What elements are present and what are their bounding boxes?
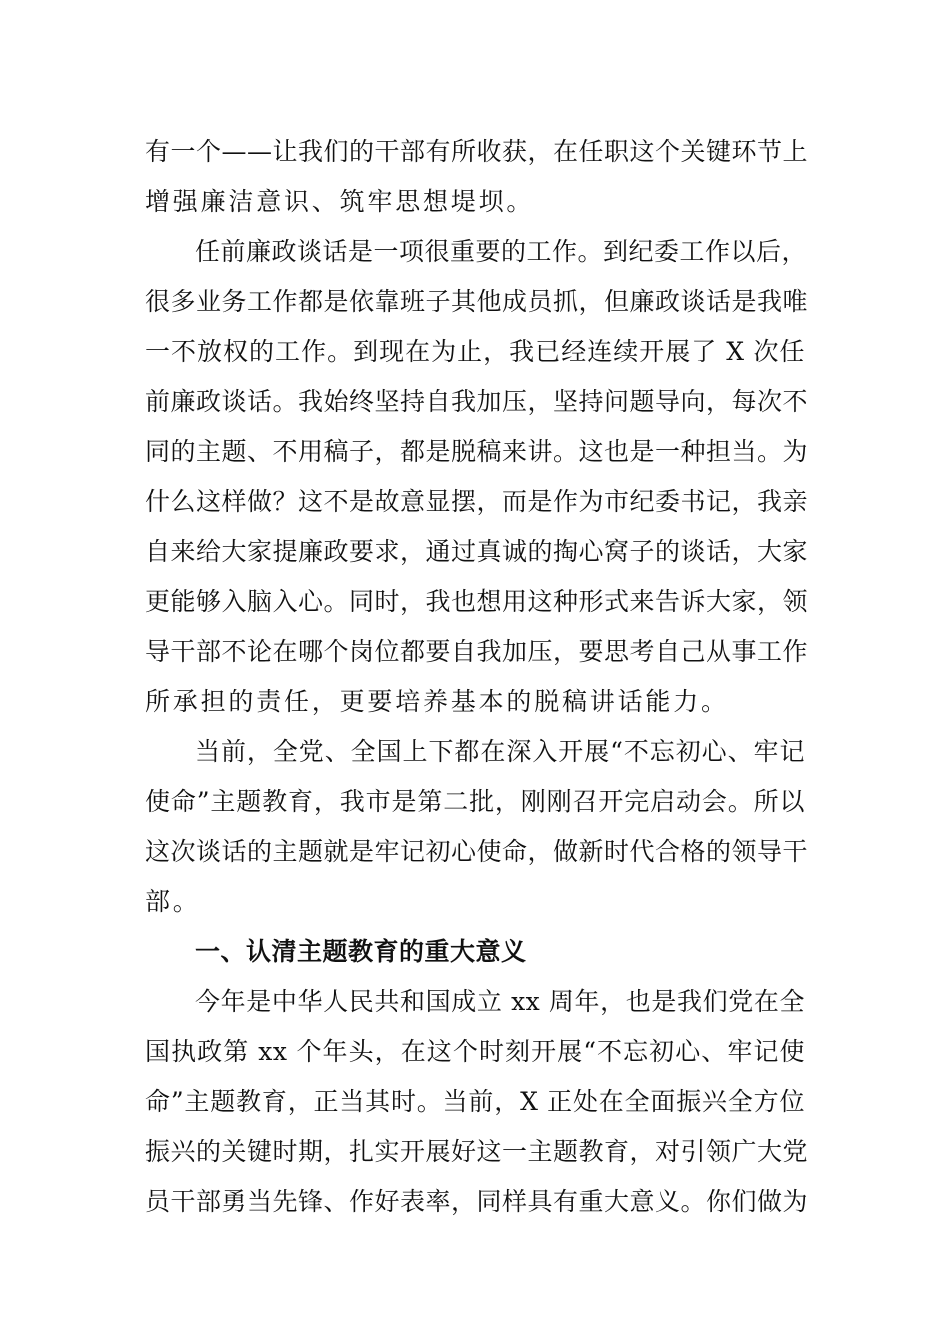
paragraph-line: 更能够入脑入心。同时，我也想用这种形式来告诉大家，领 (145, 587, 809, 616)
paragraph-line: 导干部不论在哪个岗位都要自我加压，要思考自己从事工作 (145, 637, 809, 666)
paragraph-line: 今年是中华人民共和国成立 xx 周年，也是我们党在全 (195, 987, 805, 1016)
paragraph-line: 前廉政谈话。我始终坚持自我加压，坚持问题导向，每次不 (145, 387, 809, 416)
paragraph-line: 所承担的责任，更要培养基本的脱稿讲话能力。 (145, 687, 729, 716)
paragraph-line: 任前廉政谈话是一项很重要的工作。到纪委工作以后， (195, 237, 808, 266)
paragraph-line: 有一个——让我们的干部有所收获，在任职这个关键环节上 (145, 137, 809, 166)
paragraph-line: 这次谈话的主题就是牢记初心使命，做新时代合格的领导干 (145, 837, 809, 866)
section-heading: 一、认清主题教育的重大意义 (195, 937, 527, 966)
paragraph-line: 国执政第 xx 个年头，在这个时刻开展“不忘初心、牢记使 (145, 1037, 805, 1066)
paragraph-line: 自来给大家提廉政要求，通过真诚的掏心窝子的谈话，大家 (145, 537, 809, 566)
paragraph-line: 增强廉洁意识、筑牢思想堤坝。 (145, 187, 535, 216)
paragraph-line: 什么这样做？这不是故意显摆，而是作为市纪委书记，我亲 (145, 487, 809, 516)
paragraph-line: 使命”主题教育，我市是第二批，刚刚召开完启动会。所以 (145, 787, 805, 816)
paragraph-line: 部。 (145, 887, 201, 916)
paragraph-line: 同的主题、不用稿子，都是脱稿来讲。这也是一种担当。为 (145, 437, 809, 466)
paragraph-line: 一不放权的工作。到现在为止，我已经连续开展了 X 次任 (145, 337, 805, 366)
paragraph-line: 振兴的关键时期，扎实开展好这一主题教育，对引领广大党 (145, 1137, 809, 1166)
paragraph-line: 当前，全党、全国上下都在深入开展“不忘初心、牢记 (195, 737, 805, 766)
paragraph-line: 命”主题教育，正当其时。当前，X 正处在全面振兴全方位 (145, 1087, 805, 1116)
paragraph-line: 员干部勇当先锋、作好表率，同样具有重大意义。你们做为 (145, 1187, 809, 1216)
paragraph-line: 很多业务工作都是依靠班子其他成员抓，但廉政谈话是我唯 (145, 287, 809, 316)
